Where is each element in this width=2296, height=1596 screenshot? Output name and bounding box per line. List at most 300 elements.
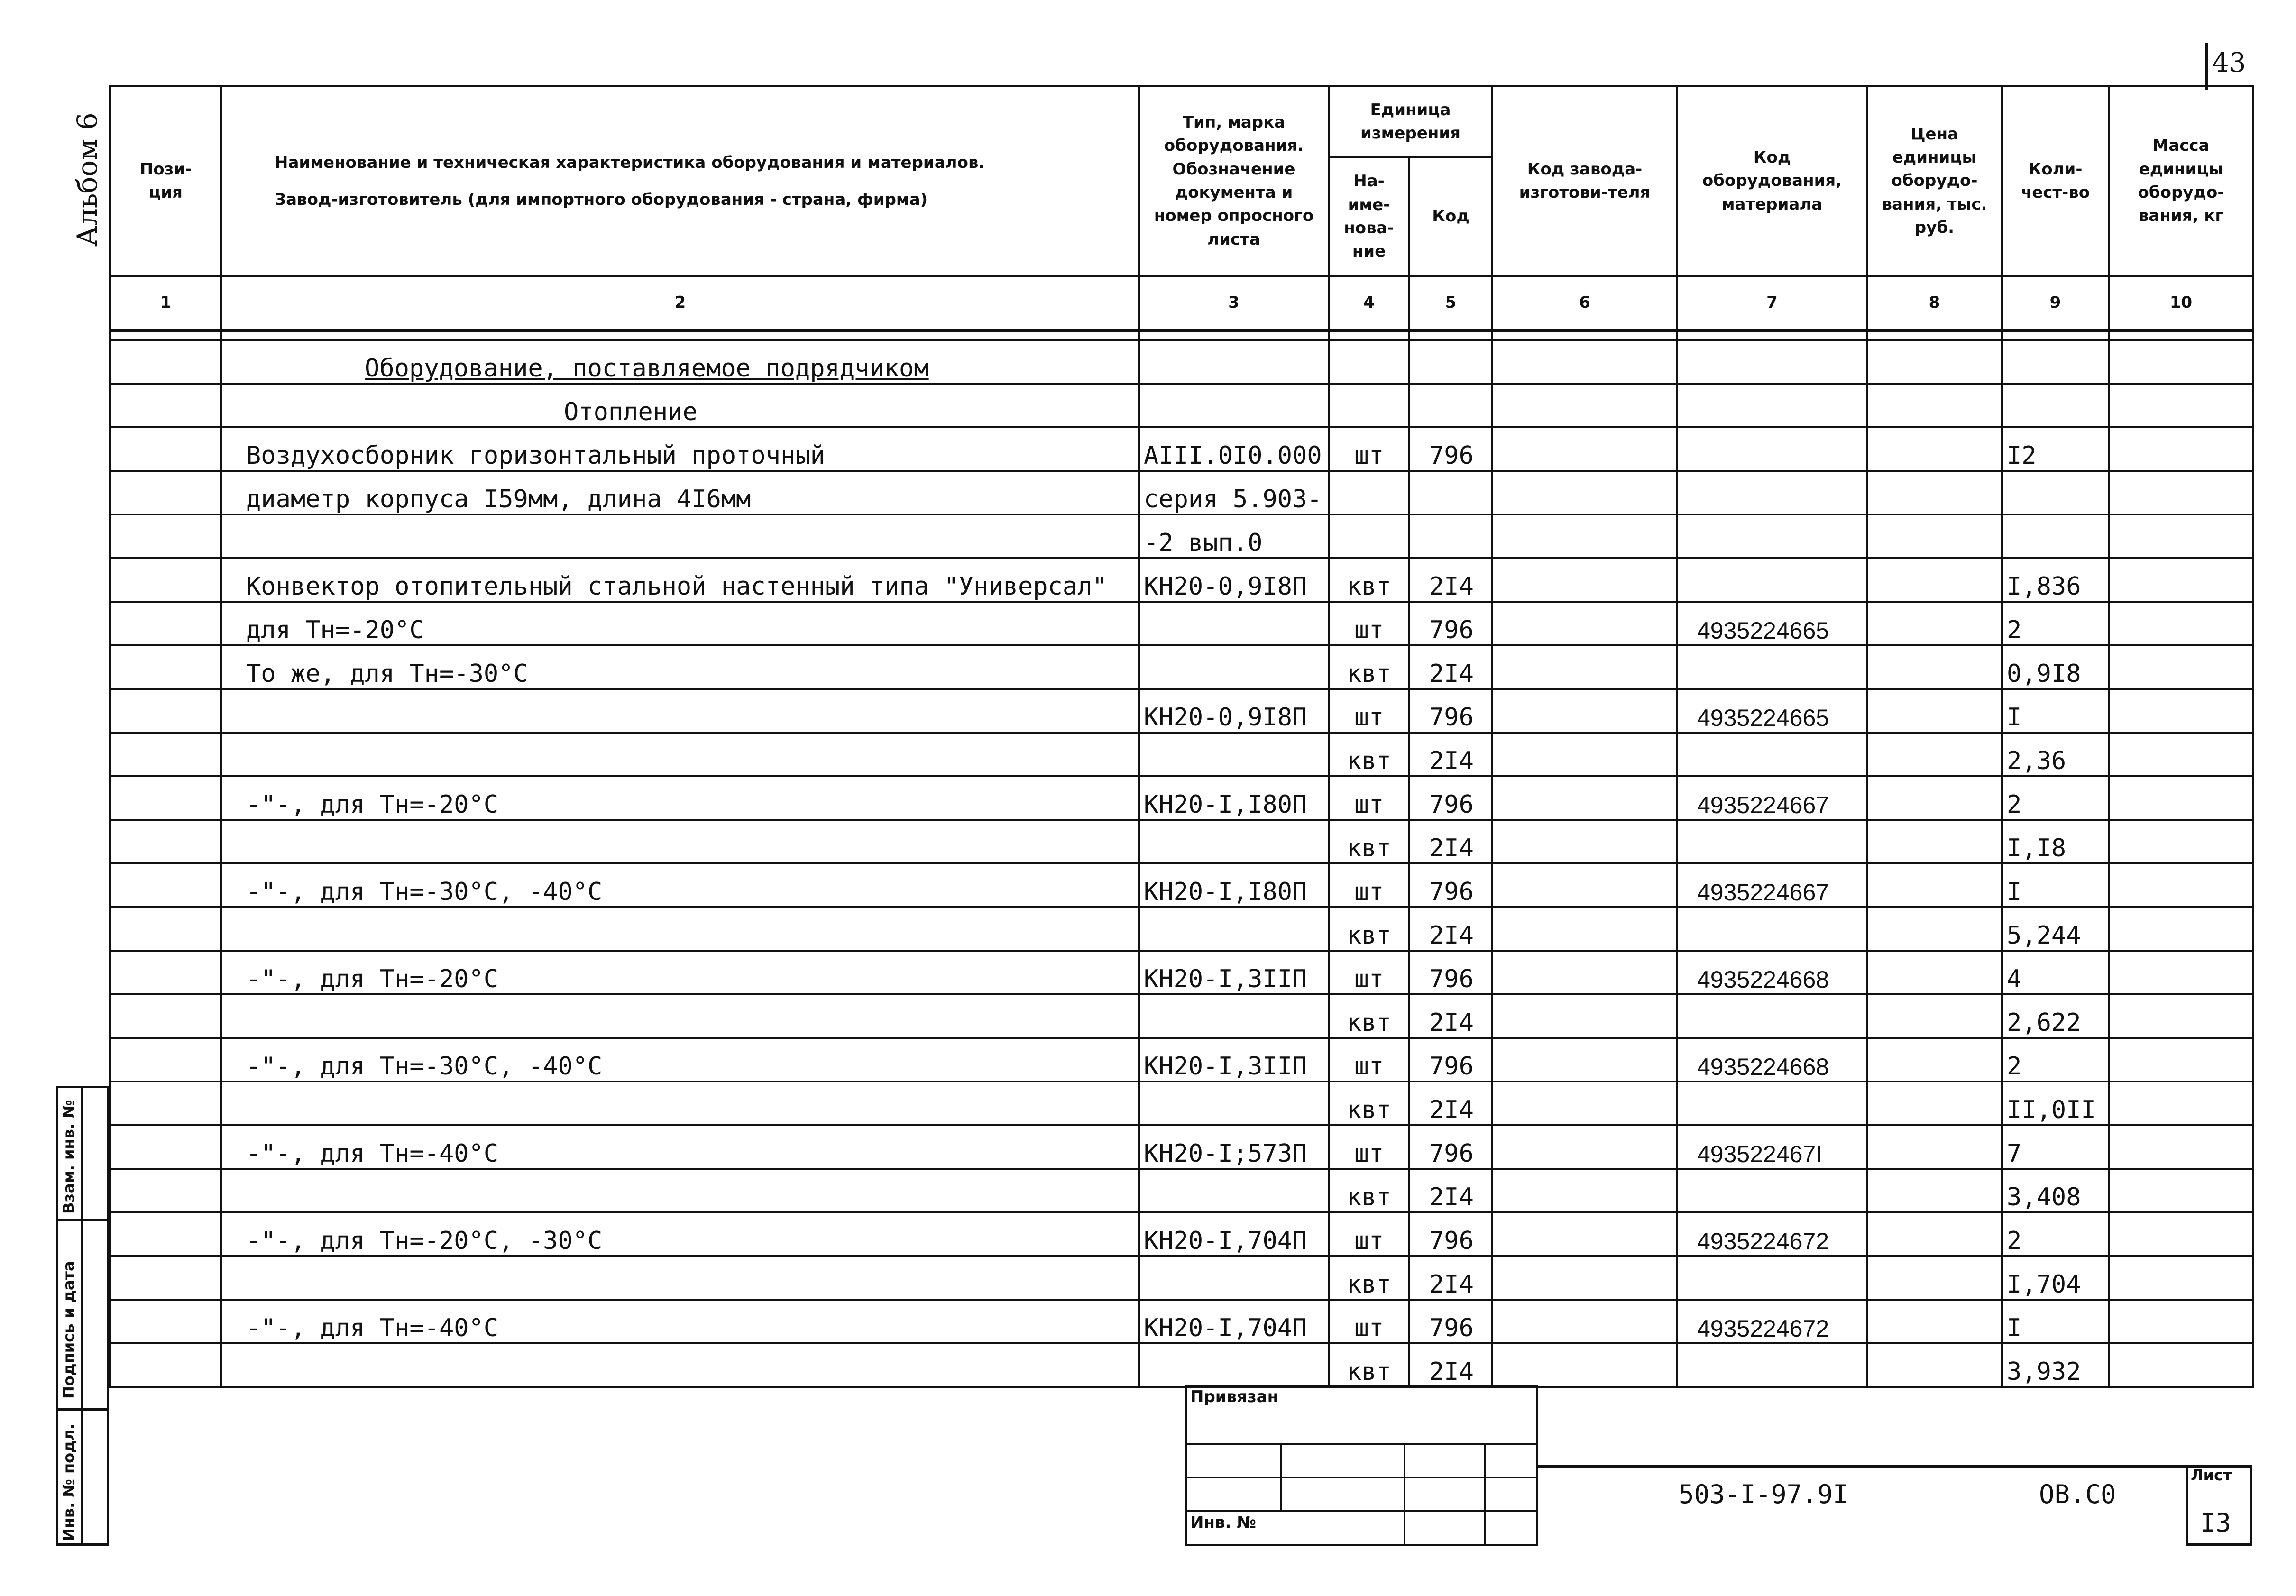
factory-code-cell [1492, 863, 1677, 907]
description-cell [221, 1256, 1139, 1300]
column-number: 8 [1867, 276, 2002, 330]
mass-cell [2109, 1082, 2253, 1125]
quantity-cell: 4 [2002, 951, 2109, 994]
unit-name-cell: квт [1329, 820, 1409, 863]
unit-name-cell: шт [1329, 1038, 1409, 1082]
quantity-cell: 3,932 [2002, 1343, 2109, 1387]
unit-code-cell [1409, 340, 1492, 384]
description-cell: Конвектор отопительный стальной настенный типа "Универсал" [221, 558, 1139, 602]
factory-code-cell [1492, 733, 1677, 776]
position-cell [110, 907, 221, 951]
position-cell [110, 384, 221, 427]
description-cell [221, 1343, 1139, 1387]
unit-code-cell: 796 [1409, 951, 1492, 994]
table-row [110, 645, 2253, 689]
sign-date-label: Подпись и дата [60, 1261, 78, 1399]
factory-code-cell [1492, 602, 1677, 645]
position-cell [110, 1343, 221, 1387]
factory-code-cell [1492, 820, 1677, 863]
description-cell: Оборудование, поставляемое подрядчиком [221, 340, 1139, 384]
quantity-cell: 2 [2002, 776, 2109, 820]
description-cell: -"-, для Тн=-20°С [221, 776, 1139, 820]
price-cell [1867, 427, 2002, 471]
side-stamp-line [56, 1219, 109, 1221]
position-cell [110, 602, 221, 645]
quantity-cell [2002, 471, 2109, 514]
unit-code-cell: 2I4 [1409, 994, 1492, 1038]
table-row [110, 1038, 2253, 1082]
spacer-row [110, 330, 2253, 340]
type-cell: серия 5.903- [1139, 471, 1329, 514]
price-cell [1867, 994, 2002, 1038]
unit-name-cell: шт [1329, 1212, 1409, 1256]
equipment-code-cell [1677, 645, 1867, 689]
price-cell [1867, 863, 2002, 907]
mass-cell [2109, 645, 2253, 689]
title-cell [1405, 1511, 1485, 1545]
quantity-cell: 7 [2002, 1125, 2109, 1169]
price-cell [1867, 733, 2002, 776]
factory-code-cell [1492, 1300, 1677, 1343]
table-row [110, 689, 2253, 733]
inv-label: Инв. № [1186, 1511, 1405, 1545]
position-cell [110, 558, 221, 602]
factory-code-cell [1492, 645, 1677, 689]
equipment-code-cell [1677, 1343, 1867, 1387]
quantity-cell: 2,622 [2002, 994, 2109, 1038]
title-rule [1536, 1465, 2252, 1468]
unit-name-cell: квт [1329, 1082, 1409, 1125]
equipment-code-cell [1677, 384, 1867, 427]
header-equipment-code: Код оборудования, материала [1677, 86, 1867, 276]
unit-name-cell: квт [1329, 1256, 1409, 1300]
equipment-code-cell [1677, 471, 1867, 514]
quantity-cell: I,704 [2002, 1256, 2109, 1300]
description-cell: -"-, для Тн=-30°С, -40°С [221, 1038, 1139, 1082]
factory-code-cell [1492, 1038, 1677, 1082]
description-cell: -"-, для Тн=-20°С, -30°С [221, 1212, 1139, 1256]
equipment-code-cell: 4935224665 [1677, 602, 1867, 645]
price-cell [1867, 1125, 2002, 1169]
unit-name-cell [1329, 471, 1409, 514]
type-cell [1139, 733, 1329, 776]
unit-name-cell: квт [1329, 994, 1409, 1038]
equipment-code-cell [1677, 994, 1867, 1038]
title-cell [1186, 1444, 1281, 1477]
unit-name-cell: квт [1329, 733, 1409, 776]
column-number: 10 [2109, 276, 2253, 330]
sheet-number: I3 [2200, 1508, 2232, 1538]
description-cell: Воздухосборник горизонтальный проточный [221, 427, 1139, 471]
mass-cell [2109, 427, 2253, 471]
mass-cell [2109, 1169, 2253, 1212]
header-description-line1: Наименование и техническая характеристика оборудования и материалов. [275, 153, 985, 172]
position-cell [110, 1169, 221, 1212]
table-row [110, 1300, 2253, 1343]
quantity-cell: I2 [2002, 427, 2109, 471]
position-cell [110, 427, 221, 471]
position-cell [110, 514, 221, 558]
type-cell [1139, 1343, 1329, 1387]
quantity-cell [2002, 340, 2109, 384]
bound-label: Привязан [1186, 1385, 1537, 1444]
equipment-code-cell [1677, 427, 1867, 471]
quantity-cell: 2 [2002, 1038, 2109, 1082]
table-row [110, 733, 2253, 776]
unit-name-cell: шт [1329, 1300, 1409, 1343]
factory-code-cell [1492, 1125, 1677, 1169]
table-row [110, 1343, 2253, 1387]
header-position: Пози- ция [110, 86, 221, 276]
unit-code-cell: 796 [1409, 1212, 1492, 1256]
type-cell: КН20-0,9I8П [1139, 689, 1329, 733]
header-unit-group: Единица измерения [1329, 86, 1492, 157]
type-cell [1139, 994, 1329, 1038]
table-row [110, 1256, 2253, 1300]
unit-name-cell [1329, 384, 1409, 427]
column-number: 9 [2002, 276, 2109, 330]
title-cell [1485, 1444, 1537, 1477]
album-label: Альбом 6 [71, 112, 103, 247]
mass-cell [2109, 1256, 2253, 1300]
type-cell: КН20-0,9I8П [1139, 558, 1329, 602]
mass-cell [2109, 340, 2253, 384]
description-cell [221, 994, 1139, 1038]
header-unit-code: Код [1409, 157, 1492, 276]
column-number: 6 [1492, 276, 1677, 330]
description-cell [221, 1082, 1139, 1125]
factory-code-cell [1492, 340, 1677, 384]
header-unit-mass: Масса единицы оборудо-вания, кг [2109, 86, 2253, 276]
factory-code-cell [1492, 994, 1677, 1038]
price-cell [1867, 1256, 2002, 1300]
type-cell [1139, 602, 1329, 645]
unit-code-cell: 2I4 [1409, 733, 1492, 776]
title-cell [1186, 1477, 1281, 1511]
factory-code-cell [1492, 427, 1677, 471]
factory-code-cell [1492, 951, 1677, 994]
column-number: 7 [1677, 276, 1867, 330]
factory-code-cell [1492, 384, 1677, 427]
title-cell [1281, 1444, 1405, 1477]
equipment-code-cell [1677, 907, 1867, 951]
description-cell: диаметр корпуса I59мм, длина 4I6мм [221, 471, 1139, 514]
page-number-bar [2205, 43, 2208, 90]
factory-code-cell [1492, 689, 1677, 733]
header-quantity: Коли-чест-во [2002, 86, 2109, 276]
description-cell: Отопление [221, 384, 1139, 427]
position-cell [110, 733, 221, 776]
unit-code-cell: 796 [1409, 1038, 1492, 1082]
position-cell [110, 471, 221, 514]
factory-code-cell [1492, 558, 1677, 602]
price-cell [1867, 689, 2002, 733]
equipment-code-cell: 493522467I [1677, 1125, 1867, 1169]
position-cell [110, 1125, 221, 1169]
equipment-code-cell [1677, 514, 1867, 558]
equipment-code-cell [1677, 820, 1867, 863]
unit-code-cell [1409, 384, 1492, 427]
factory-code-cell [1492, 1256, 1677, 1300]
quantity-cell: 2 [2002, 1212, 2109, 1256]
type-cell [1139, 645, 1329, 689]
type-cell [1139, 1256, 1329, 1300]
unit-code-cell: 2I4 [1409, 1343, 1492, 1387]
price-cell [1867, 1038, 2002, 1082]
mass-cell [2109, 384, 2253, 427]
title-cell [1405, 1477, 1485, 1511]
equipment-code-cell: 4935224668 [1677, 951, 1867, 994]
table-row [110, 820, 2253, 863]
price-cell [1867, 558, 2002, 602]
table-row [110, 514, 2253, 558]
table-row [110, 994, 2253, 1038]
unit-name-cell: шт [1329, 689, 1409, 733]
mass-cell [2109, 471, 2253, 514]
quantity-cell: I [2002, 863, 2109, 907]
factory-code-cell [1492, 514, 1677, 558]
column-number: 4 [1329, 276, 1409, 330]
position-cell [110, 1256, 221, 1300]
document-mark: ОВ.С0 [2039, 1479, 2116, 1509]
equipment-code-cell: 4935224668 [1677, 1038, 1867, 1082]
unit-name-cell [1329, 514, 1409, 558]
header-description-line2: Завод-изготовитель (для импортного оборудования - страна, фирма) [275, 190, 928, 209]
unit-code-cell: 796 [1409, 776, 1492, 820]
unit-code-cell: 796 [1409, 1125, 1492, 1169]
description-cell: для Тн=-20°С [221, 602, 1139, 645]
header-factory-code: Код завода-изготови-теля [1492, 86, 1677, 276]
mass-cell [2109, 602, 2253, 645]
unit-name-cell: квт [1329, 645, 1409, 689]
mass-cell [2109, 1343, 2253, 1387]
unit-code-cell: 796 [1409, 689, 1492, 733]
description-cell [221, 907, 1139, 951]
unit-code-cell: 796 [1409, 602, 1492, 645]
price-cell [1867, 1169, 2002, 1212]
price-cell [1867, 951, 2002, 994]
price-cell [1867, 1212, 2002, 1256]
price-cell [1867, 1082, 2002, 1125]
type-cell: КН20-I,3IIП [1139, 951, 1329, 994]
unit-code-cell [1409, 514, 1492, 558]
description-cell: -"-, для Тн=-40°С [221, 1300, 1139, 1343]
factory-code-cell [1492, 1343, 1677, 1387]
column-number: 3 [1139, 276, 1329, 330]
unit-code-cell: 2I4 [1409, 820, 1492, 863]
equipment-code-cell [1677, 340, 1867, 384]
description-cell [221, 733, 1139, 776]
unit-code-cell: 796 [1409, 1300, 1492, 1343]
price-cell [1867, 340, 2002, 384]
quantity-cell [2002, 514, 2109, 558]
type-cell: -2 вып.0 [1139, 514, 1329, 558]
unit-code-cell: 2I4 [1409, 1082, 1492, 1125]
mass-cell [2109, 1212, 2253, 1256]
mass-cell [2109, 733, 2253, 776]
title-cell [1281, 1477, 1405, 1511]
quantity-cell: 2 [2002, 602, 2109, 645]
header-unit-price: Цена единицы оборудо-вания, тыс. руб. [1867, 86, 2002, 276]
description-cell: То же, для Тн=-30°С [221, 645, 1139, 689]
position-cell [110, 1300, 221, 1343]
type-cell [1139, 820, 1329, 863]
unit-code-cell: 2I4 [1409, 1169, 1492, 1212]
quantity-cell: 3,408 [2002, 1169, 2109, 1212]
table-row [110, 863, 2253, 907]
equipment-code-cell [1677, 733, 1867, 776]
table-row [110, 776, 2253, 820]
column-number: 2 [221, 276, 1139, 330]
position-cell [110, 1082, 221, 1125]
header-description [221, 86, 1139, 276]
mass-cell [2109, 689, 2253, 733]
price-cell [1867, 471, 2002, 514]
unit-code-cell: 2I4 [1409, 645, 1492, 689]
table-row [110, 1125, 2253, 1169]
inv-orig-label: Инв. № подл. [60, 1423, 78, 1541]
type-cell: КН20-I,3IIП [1139, 1038, 1329, 1082]
title-cell [1485, 1511, 1537, 1545]
equipment-code-cell: 4935224665 [1677, 689, 1867, 733]
equipment-code-cell [1677, 1256, 1867, 1300]
position-cell [110, 776, 221, 820]
type-cell: АIII.0I0.000 [1139, 427, 1329, 471]
equipment-code-cell [1677, 1082, 1867, 1125]
position-cell [110, 951, 221, 994]
quantity-cell: II,0II [2002, 1082, 2109, 1125]
position-cell [110, 1038, 221, 1082]
type-cell [1139, 1169, 1329, 1212]
title-cell [1485, 1477, 1537, 1511]
quantity-cell: 2,36 [2002, 733, 2109, 776]
table-row [110, 907, 2253, 951]
unit-name-cell: шт [1329, 863, 1409, 907]
unit-code-cell [1409, 471, 1492, 514]
price-cell [1867, 602, 2002, 645]
mass-cell [2109, 907, 2253, 951]
quantity-cell: 5,244 [2002, 907, 2109, 951]
equipment-code-cell [1677, 1169, 1867, 1212]
description-cell [221, 1169, 1139, 1212]
price-cell [1867, 776, 2002, 820]
mass-cell [2109, 863, 2253, 907]
factory-code-cell [1492, 471, 1677, 514]
type-cell [1139, 1082, 1329, 1125]
table-row [110, 951, 2253, 994]
position-cell [110, 863, 221, 907]
type-cell: КН20-I;573П [1139, 1125, 1329, 1169]
mass-cell [2109, 558, 2253, 602]
page-number: 43 [2212, 47, 2246, 78]
quantity-cell: I,836 [2002, 558, 2109, 602]
unit-code-cell: 2I4 [1409, 558, 1492, 602]
table-row [110, 1212, 2253, 1256]
description-cell [221, 689, 1139, 733]
unit-name-cell: квт [1329, 1169, 1409, 1212]
header-type: Тип, марка оборудования. Обозначение документа и номер опросного листа [1139, 86, 1329, 276]
unit-name-cell: шт [1329, 776, 1409, 820]
unit-name-cell: квт [1329, 907, 1409, 951]
factory-code-cell [1492, 776, 1677, 820]
mass-cell [2109, 994, 2253, 1038]
table-row [110, 427, 2253, 471]
mass-cell [2109, 776, 2253, 820]
unit-name-cell [1329, 340, 1409, 384]
mass-cell [2109, 514, 2253, 558]
unit-name-cell: квт [1329, 1343, 1409, 1387]
factory-code-cell [1492, 1169, 1677, 1212]
equipment-code-cell: 4935224667 [1677, 863, 1867, 907]
mass-cell [2109, 820, 2253, 863]
document-code: 503-I-97.9I [1679, 1479, 1848, 1509]
factory-code-cell [1492, 907, 1677, 951]
price-cell [1867, 514, 2002, 558]
column-number: 5 [1409, 276, 1492, 330]
price-cell [1867, 1300, 2002, 1343]
price-cell [1867, 907, 2002, 951]
side-stamp-divider [81, 1086, 83, 1546]
swap-inv-label: Взам. инв. № [60, 1100, 78, 1214]
quantity-cell: 0,9I8 [2002, 645, 2109, 689]
quantity-cell: I [2002, 1300, 2109, 1343]
price-cell [1867, 1343, 2002, 1387]
unit-code-cell: 796 [1409, 427, 1492, 471]
unit-name-cell: квт [1329, 558, 1409, 602]
mass-cell [2109, 1300, 2253, 1343]
position-cell [110, 689, 221, 733]
type-cell: КН20-I,704П [1139, 1300, 1329, 1343]
position-cell [110, 645, 221, 689]
price-cell [1867, 645, 2002, 689]
mass-cell [2109, 951, 2253, 994]
type-cell: КН20-I,I80П [1139, 776, 1329, 820]
price-cell [1867, 820, 2002, 863]
table-row [110, 602, 2253, 645]
table-row [110, 1169, 2253, 1212]
unit-code-cell: 2I4 [1409, 907, 1492, 951]
table-row [110, 340, 2253, 384]
mass-cell [2109, 1038, 2253, 1082]
unit-code-cell: 2I4 [1409, 1256, 1492, 1300]
type-cell: КН20-I,704П [1139, 1212, 1329, 1256]
table-row [110, 471, 2253, 514]
title-block [1185, 1385, 1538, 1546]
equipment-code-cell [1677, 558, 1867, 602]
unit-name-cell: шт [1329, 427, 1409, 471]
mass-cell [2109, 1125, 2253, 1169]
specification-table [109, 85, 2254, 1388]
table-row [110, 384, 2253, 427]
equipment-code-cell: 4935224667 [1677, 776, 1867, 820]
type-cell [1139, 340, 1329, 384]
description-cell: -"-, для Тн=-20°С [221, 951, 1139, 994]
price-cell [1867, 384, 2002, 427]
description-cell: -"-, для Тн=-40°С [221, 1125, 1139, 1169]
side-stamp-line [56, 1408, 109, 1411]
type-cell [1139, 907, 1329, 951]
table-row [110, 558, 2253, 602]
description-cell [221, 514, 1139, 558]
position-cell [110, 994, 221, 1038]
unit-code-cell: 796 [1409, 863, 1492, 907]
sheet-label: Лист [2191, 1466, 2232, 1484]
type-cell: КН20-I,I80П [1139, 863, 1329, 907]
equipment-code-cell: 4935224672 [1677, 1300, 1867, 1343]
quantity-cell: I [2002, 689, 2109, 733]
unit-name-cell: шт [1329, 951, 1409, 994]
position-cell [110, 340, 221, 384]
